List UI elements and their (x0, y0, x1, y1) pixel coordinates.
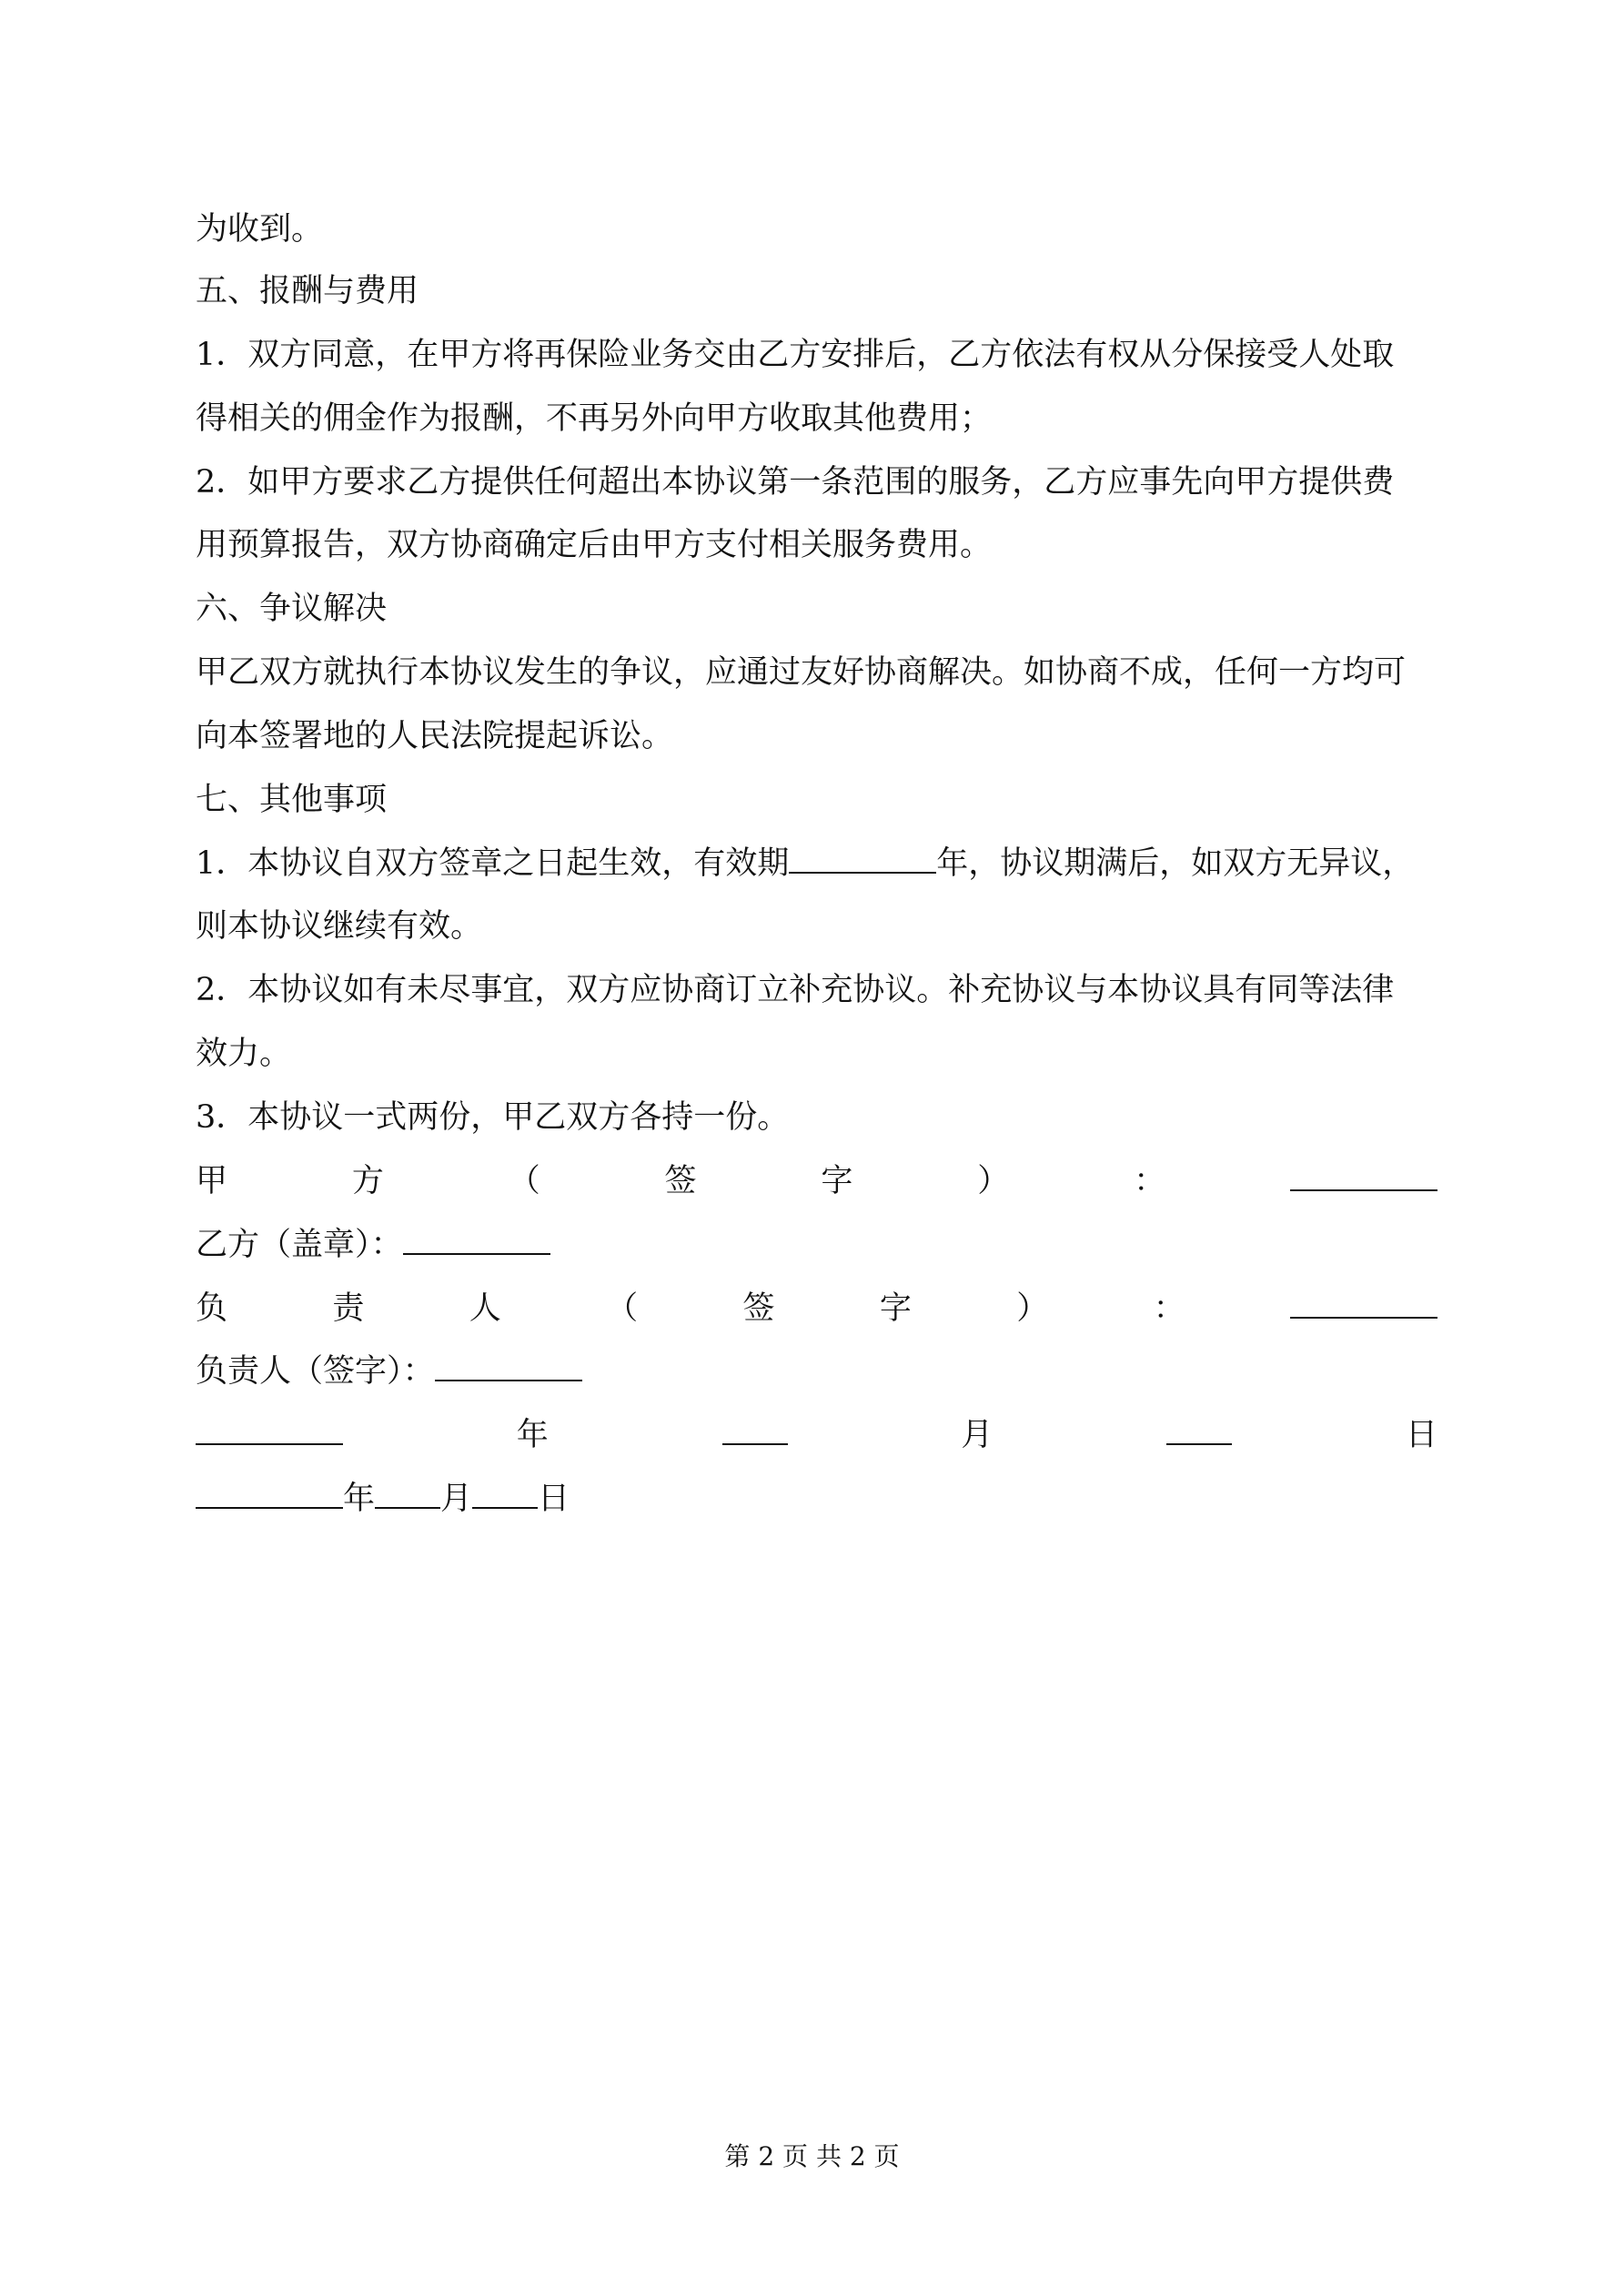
party-a-char: 字 (821, 1163, 853, 1199)
date-line (196, 1477, 1437, 1521)
responsible-char: ） (1016, 1290, 1049, 1327)
date-line-spread (196, 1413, 1437, 1457)
page-number-footer: 第 2 页 共 2 页 (724, 2141, 900, 2171)
responsible-char: 负 (196, 1290, 228, 1327)
text-line: 2．本协议如有未尽事宜，双方应协商订立补充协议。补充协议与本协议具有同等法律 (196, 972, 1395, 1008)
date-month-blank (722, 1416, 788, 1445)
responsible-signature-line (196, 1287, 1437, 1330)
party-a-char: 方 (351, 1163, 384, 1199)
date-month-label-2: 月 (440, 1481, 473, 1517)
responsible-signature-blank (1290, 1290, 1437, 1319)
date-year-label-2: 年 (343, 1481, 376, 1517)
date-day-label-2: 日 (538, 1481, 570, 1517)
responsible-char: 人 (469, 1290, 501, 1327)
section-heading-other: 七、其他事项 (196, 782, 388, 818)
date-year-label: 年 (516, 1417, 549, 1453)
responsible-signature-line-2 (196, 1350, 1437, 1393)
date-month-blank-2 (375, 1480, 440, 1509)
responsible-char: 签 (742, 1290, 775, 1327)
date-month-label: 月 (961, 1417, 994, 1453)
term-clause-line (196, 842, 1437, 885)
party-a-char: 签 (664, 1163, 697, 1199)
text-line: 效力。 (196, 1036, 292, 1072)
party-b-seal-blank (403, 1226, 550, 1255)
party-a-char: （ (508, 1163, 540, 1199)
text-line: 得相关的佣金作为报酬，不再另外向甲方收取其他费用； (196, 400, 993, 437)
term-years-blank (789, 845, 936, 874)
party-a-char: 甲 (196, 1163, 228, 1199)
text-line: 1．双方同意，在甲方将再保险业务交由乙方安排后，乙方依法有权从分保接受人处取 (196, 337, 1395, 373)
section-heading-dispute: 六、争议解决 (196, 591, 388, 627)
text-line: 3．本协议一式两份，甲乙双方各持一份。 (196, 1099, 790, 1136)
date-day-blank (1166, 1416, 1232, 1445)
date-day-blank-2 (472, 1480, 538, 1509)
text-line: 为收到。 (196, 211, 324, 248)
party-a-signature-blank (1290, 1162, 1437, 1191)
text-line: 则本协议继续有效。 (196, 908, 483, 945)
text-line: 2．如甲方要求乙方提供任何超出本协议第一条范围的服务，乙方应事先向甲方提供费 (196, 464, 1395, 501)
responsible-char: ： (1153, 1290, 1185, 1327)
date-year-blank (196, 1416, 343, 1445)
party-a-char: ： (1134, 1163, 1166, 1199)
date-year-blank-2 (196, 1480, 343, 1509)
responsible-char: （ (606, 1290, 639, 1327)
text-line: 向本签署地的人民法院提起诉讼。 (196, 718, 674, 754)
party-a-signature-line (196, 1159, 1437, 1203)
party-b-seal-line (196, 1223, 1437, 1267)
party-b-seal-label: 乙方（盖章）： (196, 1227, 403, 1263)
section-heading-remuneration: 五、报酬与费用 (196, 273, 419, 309)
responsible-char: 字 (879, 1290, 912, 1327)
text-line: 用预算报告，双方协商确定后由甲方支付相关服务费用。 (196, 527, 993, 563)
responsible-signature-blank-2 (435, 1352, 582, 1381)
text-line: 甲乙双方就执行本协议发生的争议，应通过友好协商解决。如协商不成，任何一方均可 (196, 654, 1407, 691)
responsible-label: 负责人（签字）： (196, 1353, 435, 1390)
party-a-char: ） (977, 1163, 1010, 1199)
responsible-char: 责 (332, 1290, 365, 1327)
date-day-label: 日 (1405, 1417, 1437, 1453)
term-clause-before: 1．本协议自双方签章之日起生效，有效期 (196, 845, 790, 882)
term-clause-after: 年，协议期满后，如双方无异议， (936, 845, 1415, 882)
